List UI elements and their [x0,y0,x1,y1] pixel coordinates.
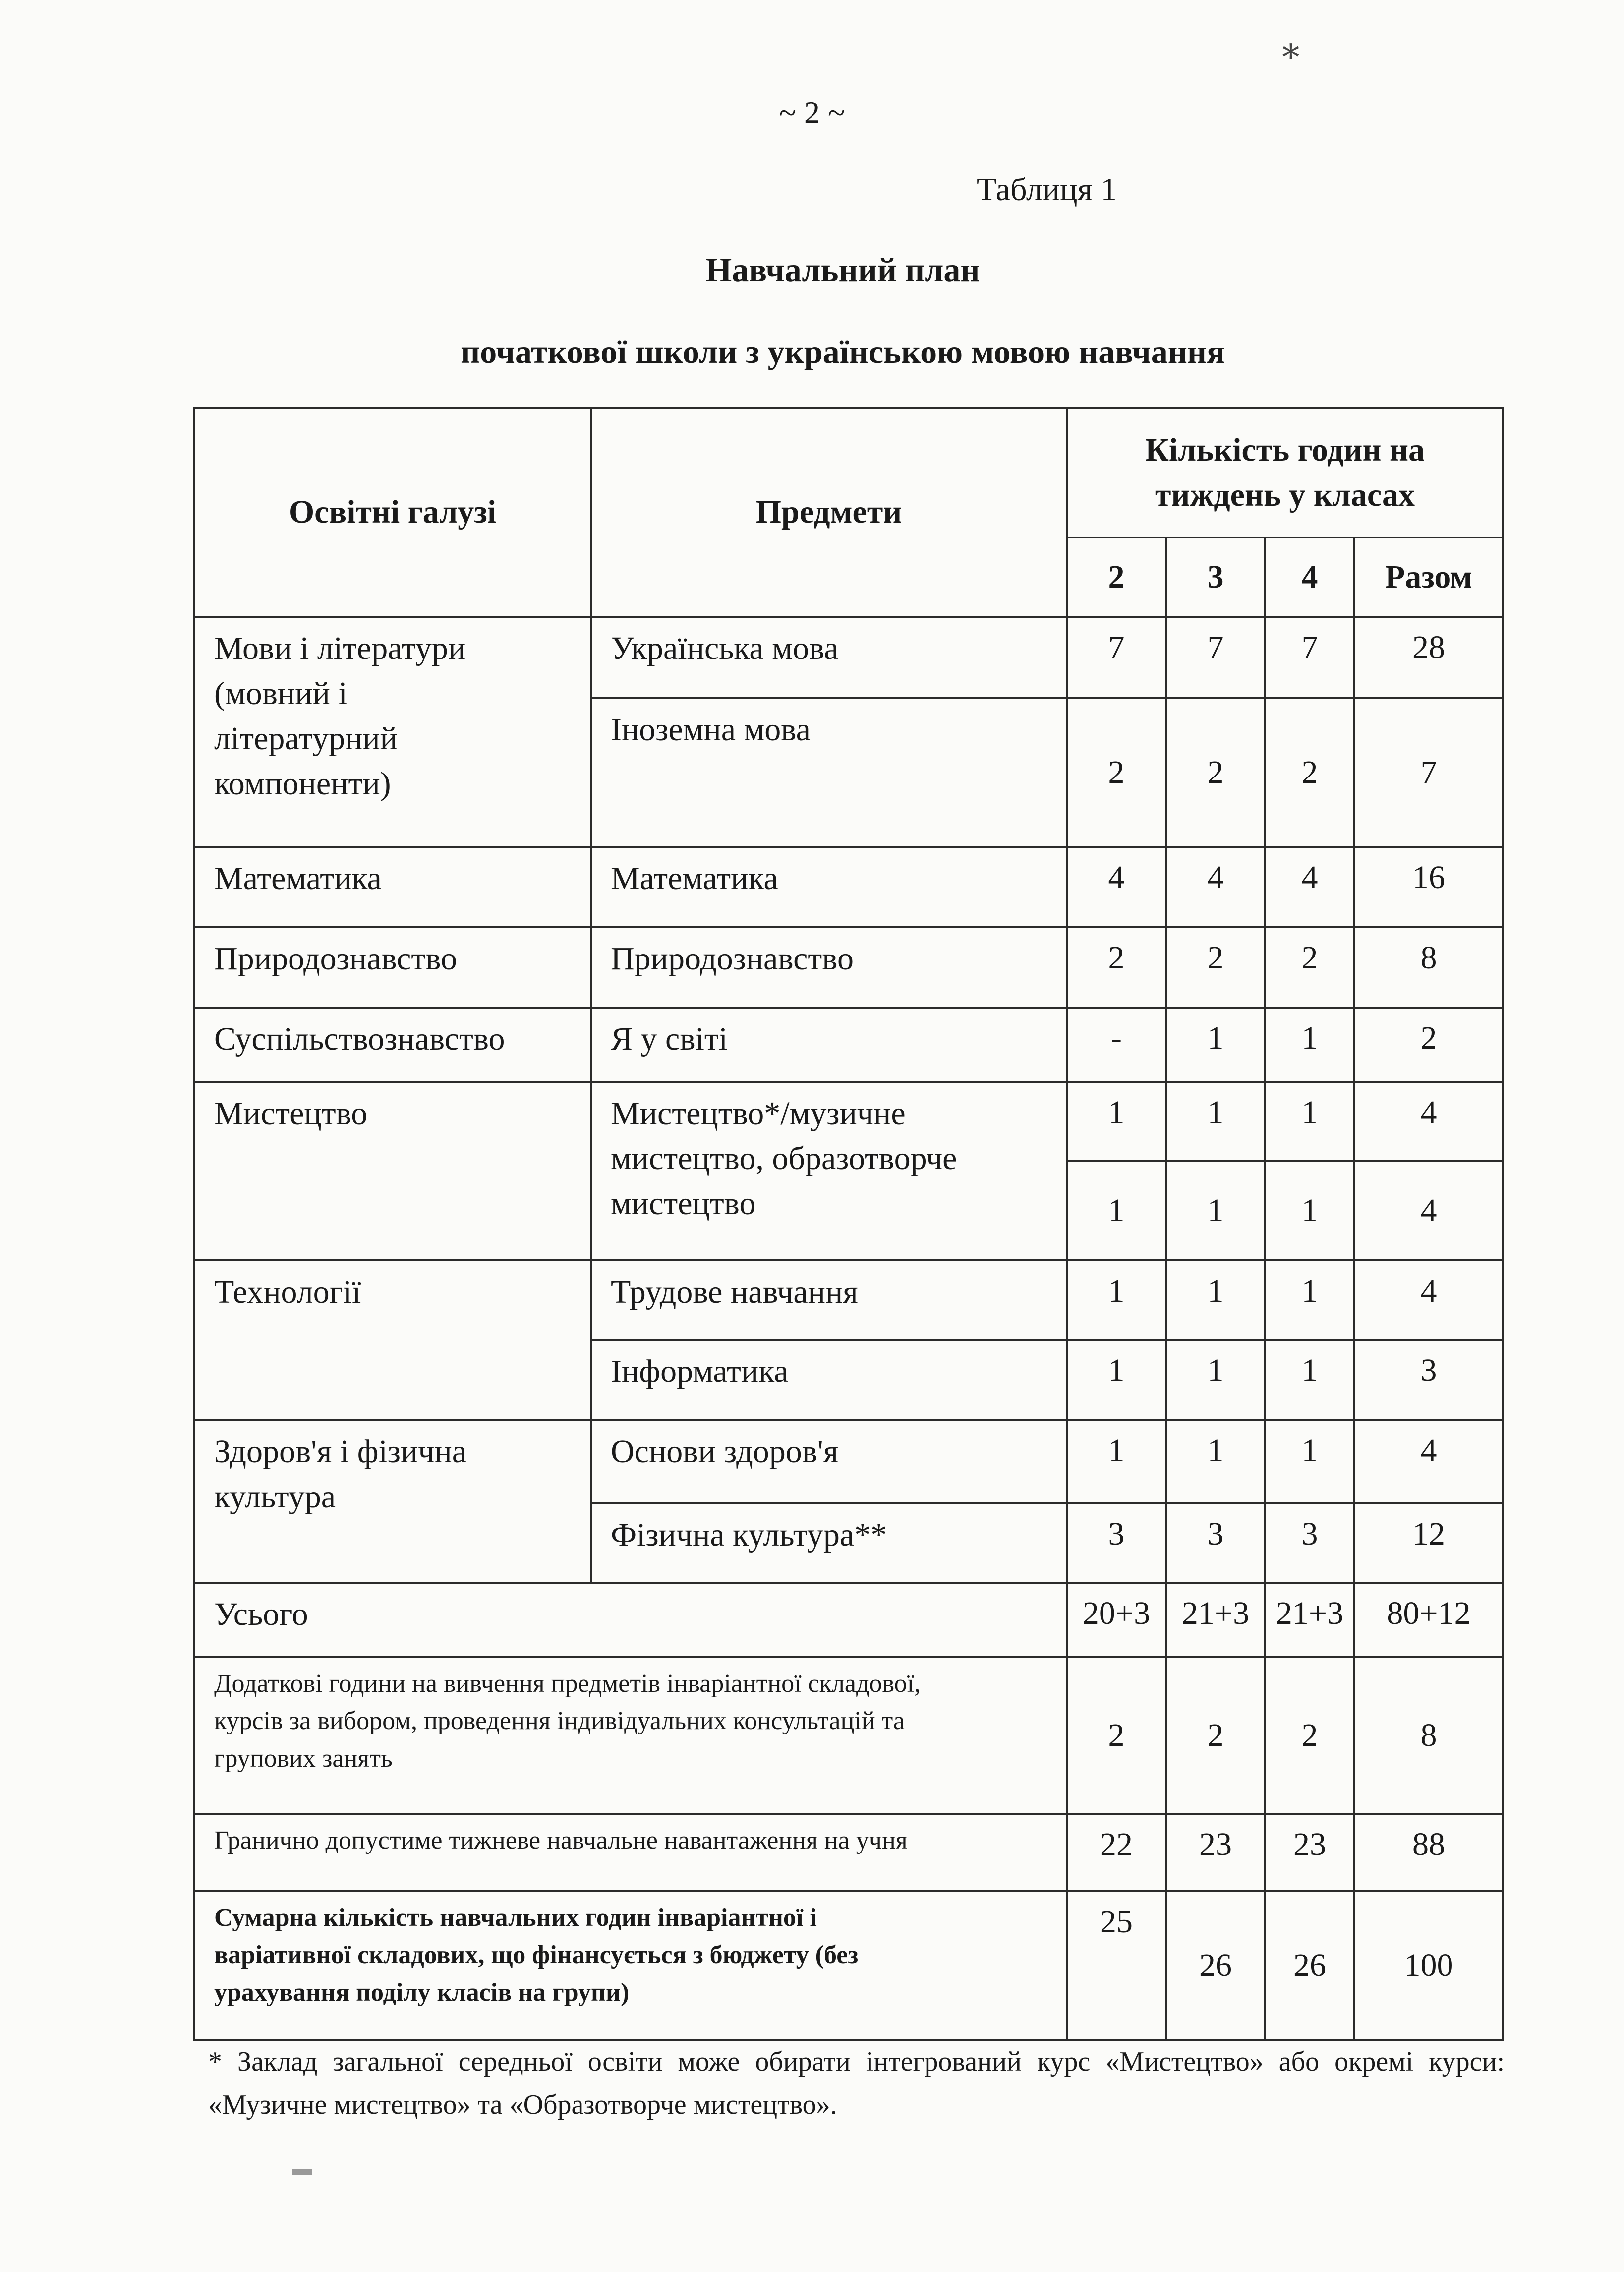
area-health-line: культура [214,1479,336,1515]
cell-value: 22 [1067,1814,1166,1891]
area-social: Суспільствознавство [194,1008,591,1082]
cell-value: 2 [1265,927,1354,1008]
cell-value: 4 [1354,1161,1503,1260]
sum-label [194,1891,1067,2040]
cell-value: 1 [1166,1082,1265,1161]
area-languages [194,617,591,847]
area-nature: Природознавство [194,927,591,1008]
cell-value: 7 [1166,617,1265,698]
cell-value: 4 [1265,847,1354,927]
cell-value: 2 [1166,1657,1265,1814]
table-row [194,1814,1503,1891]
cell-value: 1 [1265,1340,1354,1420]
extra-hours-line: курсів за вибором, проведення індивідуальних консультацій та [214,1707,905,1735]
cell-value: 1 [1265,1420,1354,1503]
table-row [194,1657,1503,1814]
subject-health: Основи здоров'я [591,1420,1067,1503]
cell-value: 100 [1354,1891,1503,2040]
area-math: Математика [194,847,591,927]
subject-ukrainian: Українська мова [591,617,1067,698]
curriculum-table [193,407,1504,2041]
header-hours-line1: Кількість годин на [1145,431,1425,468]
cell-value: 23 [1166,1814,1265,1891]
cell-value: 1 [1166,1340,1265,1420]
table-row [194,1260,1503,1340]
cell-value: 3 [1166,1503,1265,1583]
area-languages-line: компоненти) [214,766,391,802]
cell-value: 21+3 [1265,1583,1354,1657]
cell-value: 1 [1166,1260,1265,1340]
cell-value: 21+3 [1166,1583,1265,1657]
header-hours-line2: тиждень у класах [1155,477,1415,513]
extra-hours-label [194,1657,1067,1814]
cell-value: 3 [1067,1503,1166,1583]
cell-value: 2 [1166,698,1265,847]
subject-art-line: мистецтво [611,1186,756,1222]
cell-value: 1 [1067,1161,1166,1260]
cell-value: 4 [1354,1420,1503,1503]
header-grade-4: 4 [1265,538,1354,617]
cell-value: 4 [1067,847,1166,927]
area-health [194,1420,591,1583]
cell-value: 1 [1067,1340,1166,1420]
cell-value: 7 [1354,698,1503,847]
header-total: Разом [1354,538,1503,617]
subject-informatics: Інформатика [591,1340,1067,1420]
subject-social: Я у світі [591,1008,1067,1082]
table-row [194,1082,1503,1161]
cell-value: 7 [1265,617,1354,698]
header-grade-2: 2 [1067,538,1166,617]
subject-art-line: мистецтво, образотворче [611,1140,957,1177]
cell-value: 8 [1354,927,1503,1008]
sum-label-line: Сумарна кількість навчальних годин інваріантної і [214,1904,817,1932]
cell-value: 1 [1265,1008,1354,1082]
area-health-line: Здоров'я і фізична [214,1434,467,1470]
page-number: ~ 2 ~ [779,95,845,130]
cell-value: 7 [1067,617,1166,698]
cell-value: 2 [1166,927,1265,1008]
scan-speck: ▬ [292,2157,312,2180]
cell-value: 1 [1265,1082,1354,1161]
total-label: Усього [194,1583,1067,1657]
subject-pe: Фізична культура** [591,1503,1067,1583]
cell-value: - [1067,1008,1166,1082]
area-languages-line: Мови і літератури [214,630,466,666]
cell-value: 12 [1354,1503,1503,1583]
cell-value: 28 [1354,617,1503,698]
cell-value: 2 [1067,698,1166,847]
cell-value: 88 [1354,1814,1503,1891]
cell-value: 26 [1265,1891,1354,2040]
cell-value: 1 [1067,1260,1166,1340]
header-areas: Освітні галузі [194,408,591,617]
extra-hours-line: групових занять [214,1744,393,1773]
extra-hours-line: Додаткові години на вивчення предметів інваріантної складової, [214,1670,921,1698]
cell-value: 1 [1265,1260,1354,1340]
cell-value: 8 [1354,1657,1503,1814]
subject-math: Математика [591,847,1067,927]
cell-value: 1 [1166,1420,1265,1503]
cell-value: 4 [1354,1082,1503,1161]
table-row [194,1583,1503,1657]
title-line-1: Навчальний план [705,251,980,289]
cell-value: 2 [1067,1657,1166,1814]
area-languages-line: літературний [214,720,398,757]
area-art: Мистецтво [194,1082,591,1260]
cell-value: 1 [1166,1008,1265,1082]
table-row [194,1008,1503,1082]
cell-value: 4 [1166,847,1265,927]
cell-value: 26 [1166,1891,1265,2040]
header-hours [1067,408,1503,538]
subject-art-line: Мистецтво*/музичне [611,1095,906,1132]
title-line-2: початкової школи з українською мовою навчання [461,333,1225,370]
header-subjects: Предмети [591,408,1067,617]
subject-nature: Природознавство [591,927,1067,1008]
cell-value: 1 [1067,1420,1166,1503]
table-row [194,617,1503,698]
subject-art [591,1082,1067,1260]
cell-value: 25 [1067,1891,1166,2040]
cell-value: 3 [1354,1340,1503,1420]
table-row [194,1420,1503,1503]
header-grade-3: 3 [1166,538,1265,617]
cell-value: 2 [1265,1657,1354,1814]
cell-value: 1 [1265,1161,1354,1260]
cell-value: 80+12 [1354,1583,1503,1657]
cell-value: 16 [1354,847,1503,927]
cell-value: 4 [1354,1260,1503,1340]
footnote: * Заклад загальної середньої освіти може обирати інтегрований курс «Мистецтво» або окремі курси: «Музичне мистецтво» та «Образотворче мистецтво». [208,2046,1505,2120]
cell-value: 1 [1067,1082,1166,1161]
table-row [194,847,1503,927]
subject-foreign: Іноземна мова [591,698,1067,847]
cell-value: 23 [1265,1814,1354,1891]
table-row [194,927,1503,1008]
limit-label: Гранично допустиме тижневе навчальне навантаження на учня [194,1814,1067,1891]
cell-value: 2 [1265,698,1354,847]
table-caption: Таблиця 1 [977,172,1117,208]
sum-label-line: варіативної складових, що фінансується з бюджету (без [214,1941,859,1970]
scan-speck: ∗ [1279,32,1303,70]
area-technology: Технології [194,1260,591,1420]
cell-value: 2 [1354,1008,1503,1082]
cell-value: 1 [1166,1161,1265,1260]
subject-labor: Трудове навчання [591,1260,1067,1340]
area-languages-line: (мовний і [214,675,348,712]
cell-value: 20+3 [1067,1583,1166,1657]
cell-value: 2 [1067,927,1166,1008]
table-row [194,1891,1503,2040]
cell-value: 3 [1265,1503,1354,1583]
sum-label-line: урахування поділу класів на групи) [214,1978,630,2007]
